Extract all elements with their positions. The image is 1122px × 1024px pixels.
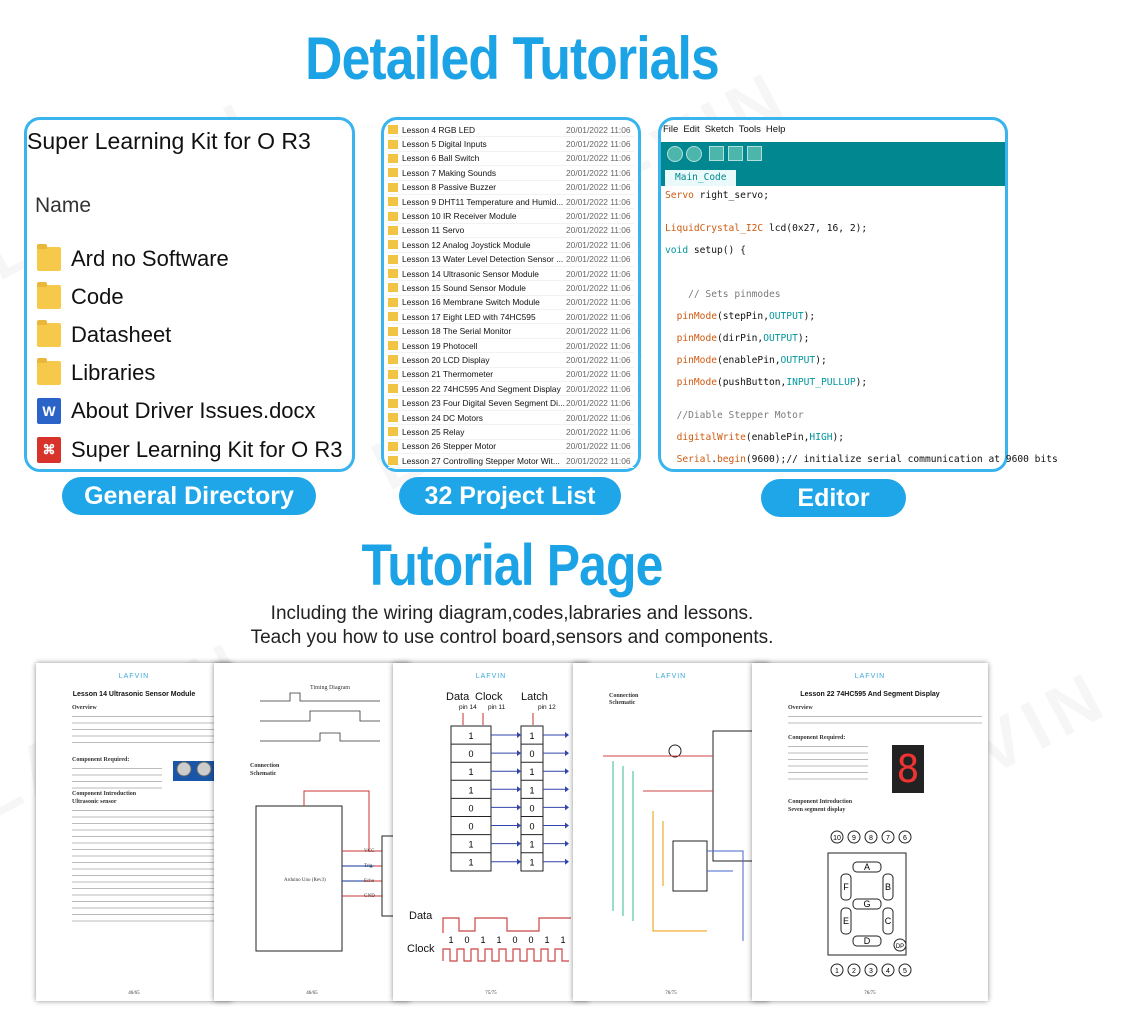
- folder-icon: [37, 361, 61, 385]
- pin-number: 10: [833, 835, 841, 842]
- project-date: 20/01/2022 11:06: [566, 426, 631, 437]
- subtitle-line-2: Teach you how to use control board,sensors and components.: [250, 627, 774, 648]
- bit-value: 0: [468, 803, 474, 814]
- project-row[interactable]: [388, 281, 634, 295]
- wave-bit: 1: [544, 935, 550, 945]
- project-date: 20/01/2022 11:06: [566, 297, 631, 308]
- name-column-header[interactable]: Name: [35, 194, 92, 217]
- folder-icon: [388, 298, 398, 307]
- seven-segment-image: 8: [892, 745, 924, 793]
- project-name: Lesson 11 Servo: [402, 225, 465, 236]
- data-waveform: [443, 918, 571, 933]
- menu-file[interactable]: File: [663, 124, 679, 135]
- folder-icon: [388, 283, 398, 292]
- folder-icon: [37, 323, 61, 347]
- tutorial-page-shift-register: LAFVIN Data Clock Latch pin 14 pin 11 pin 12 1 1 0 0 1 1 1 1 0 0 0 0 1 1 1 1 1 0 1 1 0 0 1 1 Data Clock 75/75: [393, 663, 589, 1001]
- folder-icon: [388, 197, 398, 206]
- menu-sketch[interactable]: Sketch: [704, 124, 734, 135]
- project-row[interactable]: [388, 440, 634, 454]
- pin-number: 3: [869, 968, 873, 975]
- pin-number: 7: [886, 835, 890, 842]
- list-item[interactable]: Datasheet: [37, 318, 171, 352]
- latch-label: Latch: [521, 691, 548, 703]
- timing-diagram: [250, 691, 390, 751]
- project-date: 20/01/2022 11:06: [566, 124, 631, 135]
- folder-icon: [388, 154, 398, 163]
- heading-detailed-tutorials: Detailed Tutorials: [305, 25, 719, 92]
- open-icon[interactable]: [728, 146, 743, 161]
- segment-label: D: [863, 936, 871, 946]
- upload-icon[interactable]: [686, 146, 702, 162]
- project-row[interactable]: [388, 137, 634, 151]
- latch-bit-value: 0: [529, 749, 535, 760]
- project-row[interactable]: [388, 253, 634, 267]
- project-date: 20/01/2022 11:06: [566, 254, 631, 265]
- project-name: Lesson 21 Thermometer: [402, 369, 494, 380]
- folder-icon: [388, 312, 398, 321]
- folder-icon: [388, 355, 398, 364]
- project-date: 20/01/2022 11:06: [566, 412, 631, 423]
- project-name: Lesson 25 Relay: [402, 426, 465, 437]
- project-row[interactable]: [388, 238, 634, 252]
- project-row[interactable]: [388, 454, 634, 468]
- folder-icon: [388, 442, 398, 451]
- project-row[interactable]: [388, 209, 634, 223]
- pin-number: 1: [835, 968, 839, 975]
- folder-icon: [388, 456, 398, 465]
- latch-bit-value: 0: [529, 821, 535, 832]
- project-name: Lesson 22 74HC595 And Segment Display: [402, 383, 561, 394]
- latch-bit-value: 1: [529, 767, 535, 778]
- project-date: 20/01/2022 11:06: [566, 455, 631, 466]
- pdf-icon: ⌘: [37, 437, 61, 463]
- project-row[interactable]: [388, 296, 634, 310]
- menu-edit[interactable]: Edit: [683, 124, 700, 135]
- tutorial-page-ultrasonic: LAFVIN Lesson 14 Ultrasonic Sensor Module Overview Component Required: Component Introduction Ultrasonic sensor 46/65: [36, 663, 232, 1001]
- list-item[interactable]: Ard no Software: [37, 242, 229, 276]
- led-schematic: [593, 711, 769, 941]
- folder-title: Super Learning Kit for O R3: [27, 128, 311, 154]
- directory-panel: [24, 117, 355, 472]
- project-date: 20/01/2022 11:06: [566, 211, 631, 222]
- project-date: 20/01/2022 11:06: [566, 139, 631, 150]
- project-date: 20/01/2022 11:06: [566, 340, 631, 351]
- project-name: Lesson 12 Analog Joystick Module: [402, 239, 531, 250]
- segment-label: G: [863, 899, 871, 909]
- wave-bit: 1: [480, 935, 486, 945]
- project-name: Lesson 6 Ball Switch: [402, 153, 480, 164]
- project-date: 20/01/2022 11:06: [566, 311, 631, 322]
- project-row[interactable]: [388, 166, 634, 180]
- project-name: Lesson 26 Stepper Motor: [402, 441, 497, 452]
- project-date: 20/01/2022 11:06: [566, 167, 631, 178]
- project-row[interactable]: [388, 353, 634, 367]
- pin-number: 6: [903, 835, 907, 842]
- new-icon[interactable]: [709, 146, 724, 161]
- project-row[interactable]: [388, 181, 634, 195]
- wave-bit: 0: [464, 935, 470, 945]
- tab-main-code[interactable]: Main_Code: [665, 170, 736, 186]
- folder-icon: [388, 212, 398, 221]
- segment-label: F: [843, 882, 849, 892]
- project-row[interactable]: [388, 152, 634, 166]
- wave-bit: 0: [528, 935, 534, 945]
- pin-number: 8: [869, 835, 873, 842]
- project-row[interactable]: [388, 224, 634, 238]
- latch-bit-value: 0: [529, 803, 535, 814]
- pin-arrows: [463, 713, 533, 725]
- project-name: Lesson 8 Passive Buzzer: [402, 182, 497, 193]
- project-name: Lesson 9 DHT11 Temperature and Humid...: [402, 196, 564, 207]
- project-date: 20/01/2022 11:06: [566, 239, 631, 250]
- project-date: 20/01/2022 11:06: [566, 326, 631, 337]
- ultrasonic-sensor-image: [171, 755, 217, 785]
- folder-icon: [388, 183, 398, 192]
- data-label: Data: [446, 691, 470, 703]
- project-row[interactable]: [388, 425, 634, 439]
- project-date: 20/01/2022 11:06: [566, 225, 631, 236]
- project-date: 20/01/2022 11:06: [566, 354, 631, 365]
- editor-label: Editor: [761, 479, 906, 517]
- word-doc-icon: W: [37, 398, 61, 424]
- general-directory-label: General Directory: [62, 477, 316, 515]
- wave-bit: 1: [560, 935, 566, 945]
- project-date: 20/01/2022 11:06: [566, 268, 631, 279]
- bit-value: 1: [468, 767, 474, 778]
- menu-tools[interactable]: Tools: [738, 124, 761, 135]
- folder-icon: [388, 384, 398, 393]
- pin-number: 9: [852, 835, 856, 842]
- wave-bit: 0: [512, 935, 518, 945]
- project-row[interactable]: [388, 123, 634, 137]
- segment-label: C: [884, 916, 892, 926]
- project-name: Lesson 24 DC Motors: [402, 412, 483, 423]
- folder-icon: [388, 427, 398, 436]
- wave-bit: 1: [496, 935, 502, 945]
- project-name: Lesson 5 Digital Inputs: [402, 139, 487, 150]
- project-name: Lesson 14 Ultrasonic Sensor Module: [402, 268, 539, 279]
- bit-value: 1: [468, 731, 474, 741]
- project-row[interactable]: [388, 310, 634, 324]
- folder-icon: [388, 255, 398, 264]
- project-name: Lesson 10 IR Receiver Module: [402, 211, 517, 222]
- project-name: Lesson 27 Controlling Stepper Motor Wit...: [402, 455, 560, 466]
- project-date: 20/01/2022 11:06: [566, 196, 631, 207]
- project-name: Lesson 17 Eight LED with 74HC595: [402, 311, 536, 322]
- wave-bit: 1: [448, 935, 454, 945]
- folder-icon: [388, 399, 398, 408]
- latch-bit-value: 1: [529, 839, 535, 850]
- segment-label: A: [863, 862, 871, 872]
- menu-help[interactable]: Help: [765, 124, 786, 135]
- bit-value: 1: [468, 785, 474, 796]
- project-date: 20/01/2022 11:06: [566, 383, 631, 394]
- clock-label: Clock: [475, 691, 503, 703]
- folder-icon: [388, 168, 398, 177]
- clock-waveform: [443, 949, 569, 961]
- bit-value: 1: [468, 839, 474, 850]
- project-row[interactable]: [388, 195, 634, 209]
- project-date: 20/01/2022 11:06: [566, 369, 631, 380]
- verify-icon[interactable]: [667, 146, 683, 162]
- menu-bar: [663, 124, 785, 135]
- project-date: 20/01/2022 11:06: [566, 182, 631, 193]
- project-name: Lesson 18 The Serial Monitor: [402, 326, 512, 337]
- project-date: 20/01/2022 11:06: [566, 441, 631, 452]
- folder-icon: [388, 269, 398, 278]
- list-item[interactable]: ⌘ Super Learning Kit for O R3: [37, 433, 342, 467]
- editor-panel: [658, 117, 1058, 472]
- pin-number: 5: [903, 968, 907, 975]
- subtitle-line-1: Including the wiring diagram,codes,labraries and lessons.: [270, 603, 754, 624]
- project-name: Lesson 20 LCD Display: [402, 354, 490, 365]
- project-name: Lesson 7 Making Sounds: [402, 167, 497, 178]
- save-icon[interactable]: [747, 146, 762, 161]
- folder-icon: [37, 247, 61, 271]
- segment-label: E: [842, 916, 850, 926]
- arduino-schematic: [244, 781, 410, 991]
- tutorial-page-schematic: Timing Diagram Connection Schematic Arduino Uno (Rev3) VCC Trig Echo GND 46/65: [214, 663, 410, 1001]
- toolbar: [661, 142, 1005, 186]
- project-date: 20/01/2022 11:06: [566, 153, 631, 164]
- tutorial-page-segment-display: LAFVIN Lesson 22 74HC595 And Segment Display Overview Component Required: 8 Component Introduction Seven segment display 10 9 8 7 6 A B C D E F G DP 1 2 3 4 5 76/75: [752, 663, 988, 1001]
- folder-icon: [388, 140, 398, 149]
- folder-icon: [388, 341, 398, 350]
- project-row[interactable]: [388, 411, 634, 425]
- folder-icon: [388, 370, 398, 379]
- bit-value: 0: [468, 821, 474, 832]
- project-date: 20/01/2022 11:06: [566, 282, 631, 293]
- pin-number: 2: [852, 968, 856, 975]
- project-name: Lesson 15 Sound Sensor Module: [402, 282, 526, 293]
- project-row[interactable]: [388, 382, 634, 396]
- folder-icon: [388, 226, 398, 235]
- folder-icon: [388, 240, 398, 249]
- project-name: Lesson 4 RGB LED: [402, 124, 476, 135]
- project-row[interactable]: [388, 267, 634, 281]
- tutorial-page-led-schematic: LAFVIN Connection Schematic 76/75: [573, 663, 769, 1001]
- folder-icon: [37, 285, 61, 309]
- latch-bit-value: 1: [529, 731, 535, 741]
- bit-value: 1: [468, 857, 474, 868]
- project-name: Lesson 19 Photocell: [402, 340, 478, 351]
- pin-number: 4: [886, 968, 890, 975]
- project-name: Lesson 16 Membrane Switch Module: [402, 297, 540, 308]
- project-list-panel: [381, 117, 641, 472]
- folder-icon: [388, 327, 398, 336]
- code-editor[interactable]: Servo right_servo; LiquidCrystal_I2C lcd(0x27, 16, 2); void setup() { // Sets pinmodes pinMode(stepPin,OUTPUT); pinMode(dirPin,OUTPUT); pinMode(enablePin,OUTPUT); pinMode(pushButton,INPUT_PULLUP); //Diable Stepper Motor digitalWrite(enablePin,HIGH); Serial.begin(9600);// initialize serial communication at 9600 bits: [665, 190, 1058, 465]
- list-item[interactable]: W About Driver Issues.docx: [37, 394, 316, 428]
- segment-label: DP: [895, 944, 905, 950]
- folder-icon: [388, 413, 398, 422]
- project-name: Lesson 13 Water Level Detection Sensor ...: [402, 254, 564, 265]
- project-row[interactable]: [388, 396, 634, 410]
- latch-bit-value: 1: [529, 785, 535, 796]
- project-date: 20/01/2022 11:06: [566, 398, 631, 409]
- segment-label: B: [884, 882, 892, 892]
- list-item[interactable]: Code: [37, 280, 124, 314]
- project-row[interactable]: [388, 339, 634, 353]
- segment-pin-diagram: [812, 825, 932, 985]
- project-list: [388, 123, 634, 468]
- project-list-label: 32 Project List: [399, 477, 621, 515]
- bit-value: 0: [468, 749, 474, 760]
- folder-icon: [388, 125, 398, 134]
- heading-tutorial-page: Tutorial Page: [361, 533, 663, 598]
- latch-bit-value: 1: [529, 857, 535, 868]
- list-item[interactable]: Libraries: [37, 356, 155, 390]
- project-name: Lesson 23 Four Digital Seven Segment Di...: [402, 398, 565, 409]
- project-row[interactable]: [388, 324, 634, 338]
- project-row[interactable]: [388, 368, 634, 382]
